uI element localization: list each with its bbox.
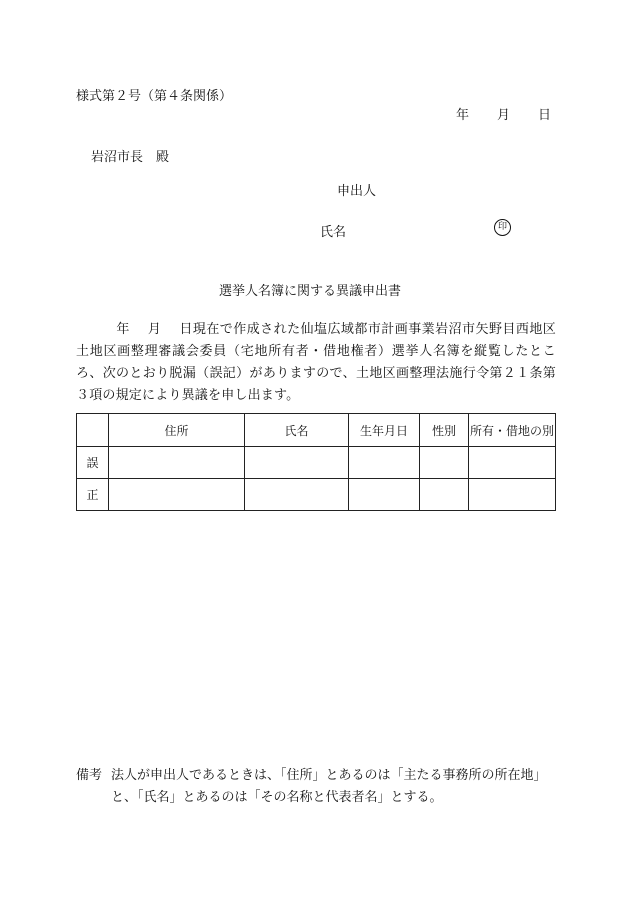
cell-gender[interactable] [420, 479, 469, 511]
row-label-error: 誤 [77, 447, 109, 479]
table-row-correct [77, 479, 556, 511]
remarks-text: 法人が申出人であるときは、「住所」とあるのは「主たる事務所の所在地」と、「氏名」とあるのは「その名称と代表者名」とする。 [111, 768, 547, 805]
cell-ownership[interactable] [469, 479, 556, 511]
date-month: 月 [497, 108, 511, 123]
date-year: 年 [456, 108, 470, 123]
date-day: 日 [538, 108, 552, 123]
table-header-name: 氏名 [245, 414, 349, 447]
cell-address[interactable] [109, 447, 245, 479]
document-title: 選挙人名簿に関する異議申出書 [219, 284, 402, 299]
addressee: 岩沼市長 殿 [91, 150, 170, 165]
applicant-label: 申出人 [337, 184, 377, 199]
cell-birthdate[interactable] [349, 447, 420, 479]
table-header-address: 住所 [109, 414, 245, 447]
seal-icon: 印 [494, 219, 511, 236]
body-text: 年 月 日現在で作成された仙塩広域都市計画事業岩沼市矢野目西地区土地区画整理審議会委員（宅地所有者・借地権者）選挙人名簿を縦覧したところ、次のとおり脱漏（誤記）がありますので、土地区画整理法施行令第２１条第３項の規定により異議を申し出ます。 [76, 322, 556, 403]
cell-address[interactable] [109, 479, 245, 511]
row-label-correct: 正 [77, 479, 109, 511]
form-number: 様式第２号（第４条関係） [76, 89, 233, 104]
cell-name[interactable] [245, 447, 349, 479]
remarks-label: 備考 [76, 768, 103, 783]
table-header-birthdate: 生年月日 [349, 414, 420, 447]
table-header-gender: 性別 [420, 414, 469, 447]
table-row-error [77, 447, 556, 479]
name-label: 氏名 [320, 225, 347, 240]
cell-name[interactable] [245, 479, 349, 511]
cell-gender[interactable] [420, 447, 469, 479]
date-line [456, 104, 551, 123]
cell-ownership[interactable] [469, 447, 556, 479]
table-header-corner [77, 414, 109, 447]
table-header-row [77, 414, 556, 447]
cell-birthdate[interactable] [349, 479, 420, 511]
objection-table [76, 413, 556, 511]
remarks [76, 765, 556, 809]
table-header-ownership: 所有・借地の別 [469, 414, 556, 447]
